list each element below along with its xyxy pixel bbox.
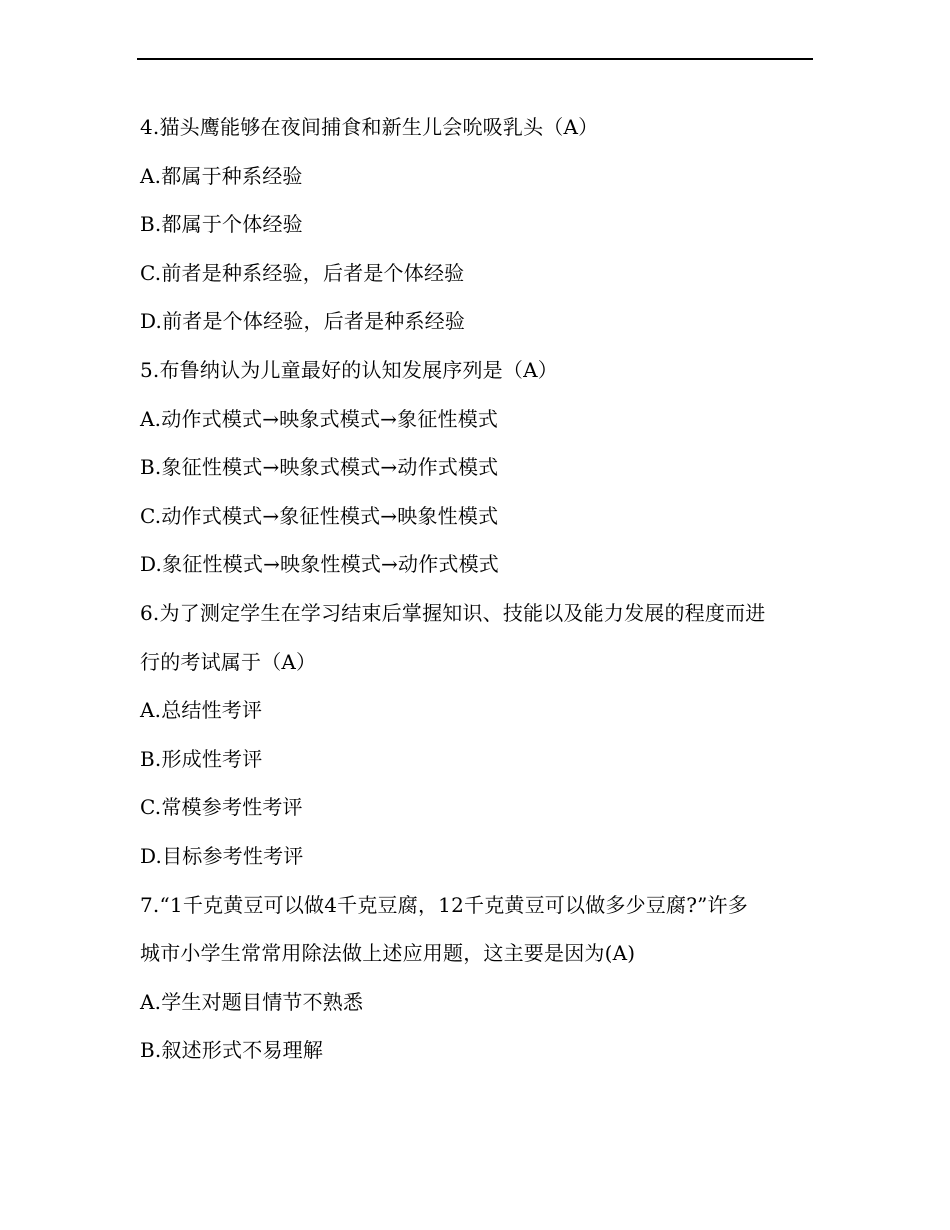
question-5-option-b: B.象征性模式→映象式模式→动作式模式 (140, 455, 499, 480)
question-7-stem-line-2: 城市小学生常常用除法做上述应用题，这主要是因为(A) (140, 941, 636, 966)
document-body (140, 103, 812, 1075)
question-6-option-c: C.常模参考性考评 (140, 795, 303, 820)
question-5-option-d: D.象征性模式→映象性模式→动作式模式 (140, 552, 499, 577)
question-5-option-a: A.动作式模式→映象式模式→象征性模式 (140, 406, 499, 431)
question-6-stem-line-1: 6.为了测定学生在学习结束后掌握知识、技能以及能力发展的程度而进 (140, 600, 766, 625)
question-5-option-c: C.动作式模式→象征性模式→映象性模式 (140, 503, 499, 528)
question-4-stem: 4.猫头鹰能够在夜间捕食和新生儿会吮吸乳头（A） (140, 115, 599, 139)
question-6-stem-line-2: 行的考试属于（A） (140, 649, 317, 674)
question-6-option-b: B.形成性考评 (140, 746, 263, 771)
question-7-stem-line-1: 7.“1千克黄豆可以做4千克豆腐，12千克黄豆可以做多少豆腐?”许多 (140, 892, 748, 917)
question-4-option-d: D.前者是个体经验，后者是种系经验 (140, 309, 466, 334)
question-6-option-d: D.目标参考性考评 (140, 843, 304, 868)
question-6-option-a: A.总结性考评 (140, 698, 263, 723)
question-7-option-b: B.叙述形式不易理解 (140, 1038, 324, 1063)
header-rule (137, 58, 813, 60)
question-5-stem: 5.布鲁纳认为儿童最好的认知发展序列是（A） (140, 357, 558, 382)
question-4-option-a: A.都属于种系经验 (140, 163, 303, 188)
question-4-option-b: B.都属于个体经验 (140, 212, 303, 237)
question-7-option-a: A.学生对题目情节不熟悉 (140, 989, 364, 1014)
question-4-option-c: C.前者是种系经验，后者是个体经验 (140, 260, 465, 285)
